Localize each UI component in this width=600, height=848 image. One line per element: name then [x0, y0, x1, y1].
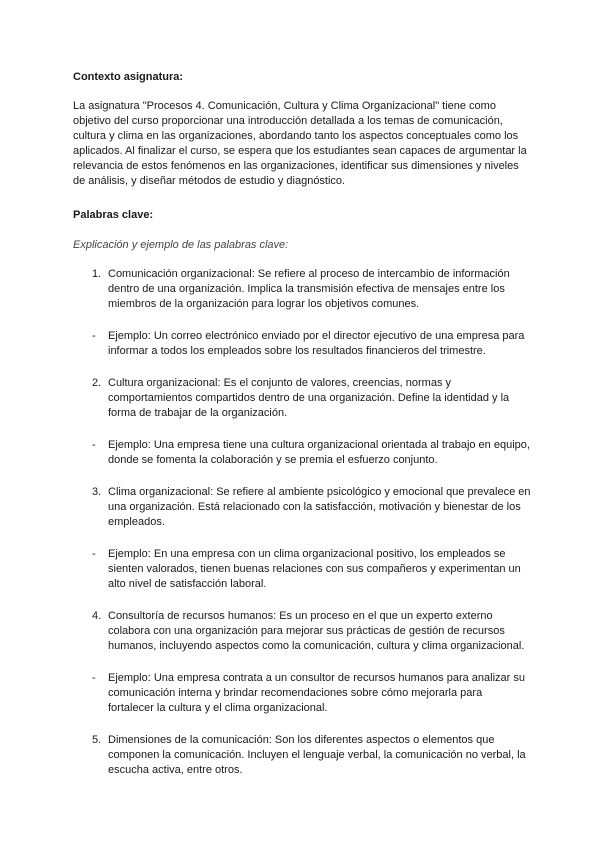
list-item: [73, 733, 531, 778]
list-item-text: Ejemplo: Un correo electrónico enviado por el director ejecutivo de una empresa para informar a todos los empleados sobre los resultados financieros del trimestre.: [108, 330, 525, 357]
list-marker: 1.: [92, 268, 102, 280]
list-item: [73, 329, 531, 359]
list-marker: 5.: [92, 734, 102, 746]
list-item-text: Comunicación organizacional: Se refiere al proceso de intercambio de información dentro de una organización. Implica la transmisión efectiva de mensajes entre los miembros de la organización para lograr los objetivos comunes.: [108, 268, 510, 310]
list-item: [73, 547, 531, 592]
list-marker: 3.: [92, 486, 102, 498]
list-item: [73, 485, 531, 530]
list-item: [73, 376, 531, 421]
keywords-intro: Explicación y ejemplo de las palabras clave:: [73, 239, 289, 251]
list-item: [73, 267, 531, 312]
list-marker: 2.: [92, 377, 102, 389]
list-marker: -: [92, 439, 96, 451]
list-item: [73, 438, 531, 468]
document-page: [73, 70, 531, 795]
list-item: [73, 671, 531, 716]
list-item-text: Consultoría de recursos humanos: Es un proceso en el que un experto externo colabora con una organización para mejorar sus prácticas de gestión de recursos humanos, incluyendo aspectos como la comunicación, cultura y clima organizacional.: [108, 610, 525, 652]
keywords-heading: Palabras clave:: [73, 209, 154, 221]
list-marker: -: [92, 548, 96, 560]
list-marker: -: [92, 672, 96, 684]
context-paragraph: La asignatura "Procesos 4. Comunicación, Cultura y Clima Organizacional" tiene como objetivo del curso proporcionar una introducción detallada a los temas de comunicación, cultura y clima en las organizaciones, abordando tanto los aspectos conceptuales como los aplicados. Al finalizar el curso, se espera que los estudiantes sean capaces de argumentar la relevancia de estos fenómenos en las organizaciones, identificar sus dimensiones y niveles de análisis, y diseñar métodos de estudio y diagnóstico.: [73, 100, 527, 187]
list-item-text: Clima organizacional: Se refiere al ambiente psicológico y emocional que prevalece en una organización. Está relacionado con la satisfacción, motivación y bienestar de los empleados.: [108, 486, 531, 528]
list-item-text: Ejemplo: En una empresa con un clima organizacional positivo, los empleados se sienten valorados, tienen buenas relaciones con sus compañeros y experimentan un alto nivel de satisfacción laboral.: [108, 548, 521, 590]
list-item-text: Ejemplo: Una empresa tiene una cultura organizacional orientada al trabajo en equipo, donde se fomenta la colaboración y se premia el esfuerzo conjunto.: [108, 439, 530, 466]
list-item: [73, 609, 531, 654]
list-marker: -: [92, 330, 96, 342]
list-marker: 4.: [92, 610, 102, 622]
keywords-list: [73, 267, 531, 778]
list-item-text: Cultura organizacional: Es el conjunto de valores, creencias, normas y comportamientos compartidos dentro de una organización. Define la identidad y la forma de trabajar de la organización.: [108, 377, 510, 419]
list-item-text: Dimensiones de la comunicación: Son los diferentes aspectos o elementos que componen la comunicación. Incluyen el lenguaje verbal, la comunicación no verbal, la escucha activa, entre otros.: [108, 734, 526, 776]
list-item-text: Ejemplo: Una empresa contrata a un consultor de recursos humanos para analizar su comunicación interna y brindar recomendaciones sobre cómo mejorarla para fortalecer la cultura y el clima organizacional.: [108, 672, 526, 714]
context-heading: Contexto asignatura:: [73, 71, 184, 83]
